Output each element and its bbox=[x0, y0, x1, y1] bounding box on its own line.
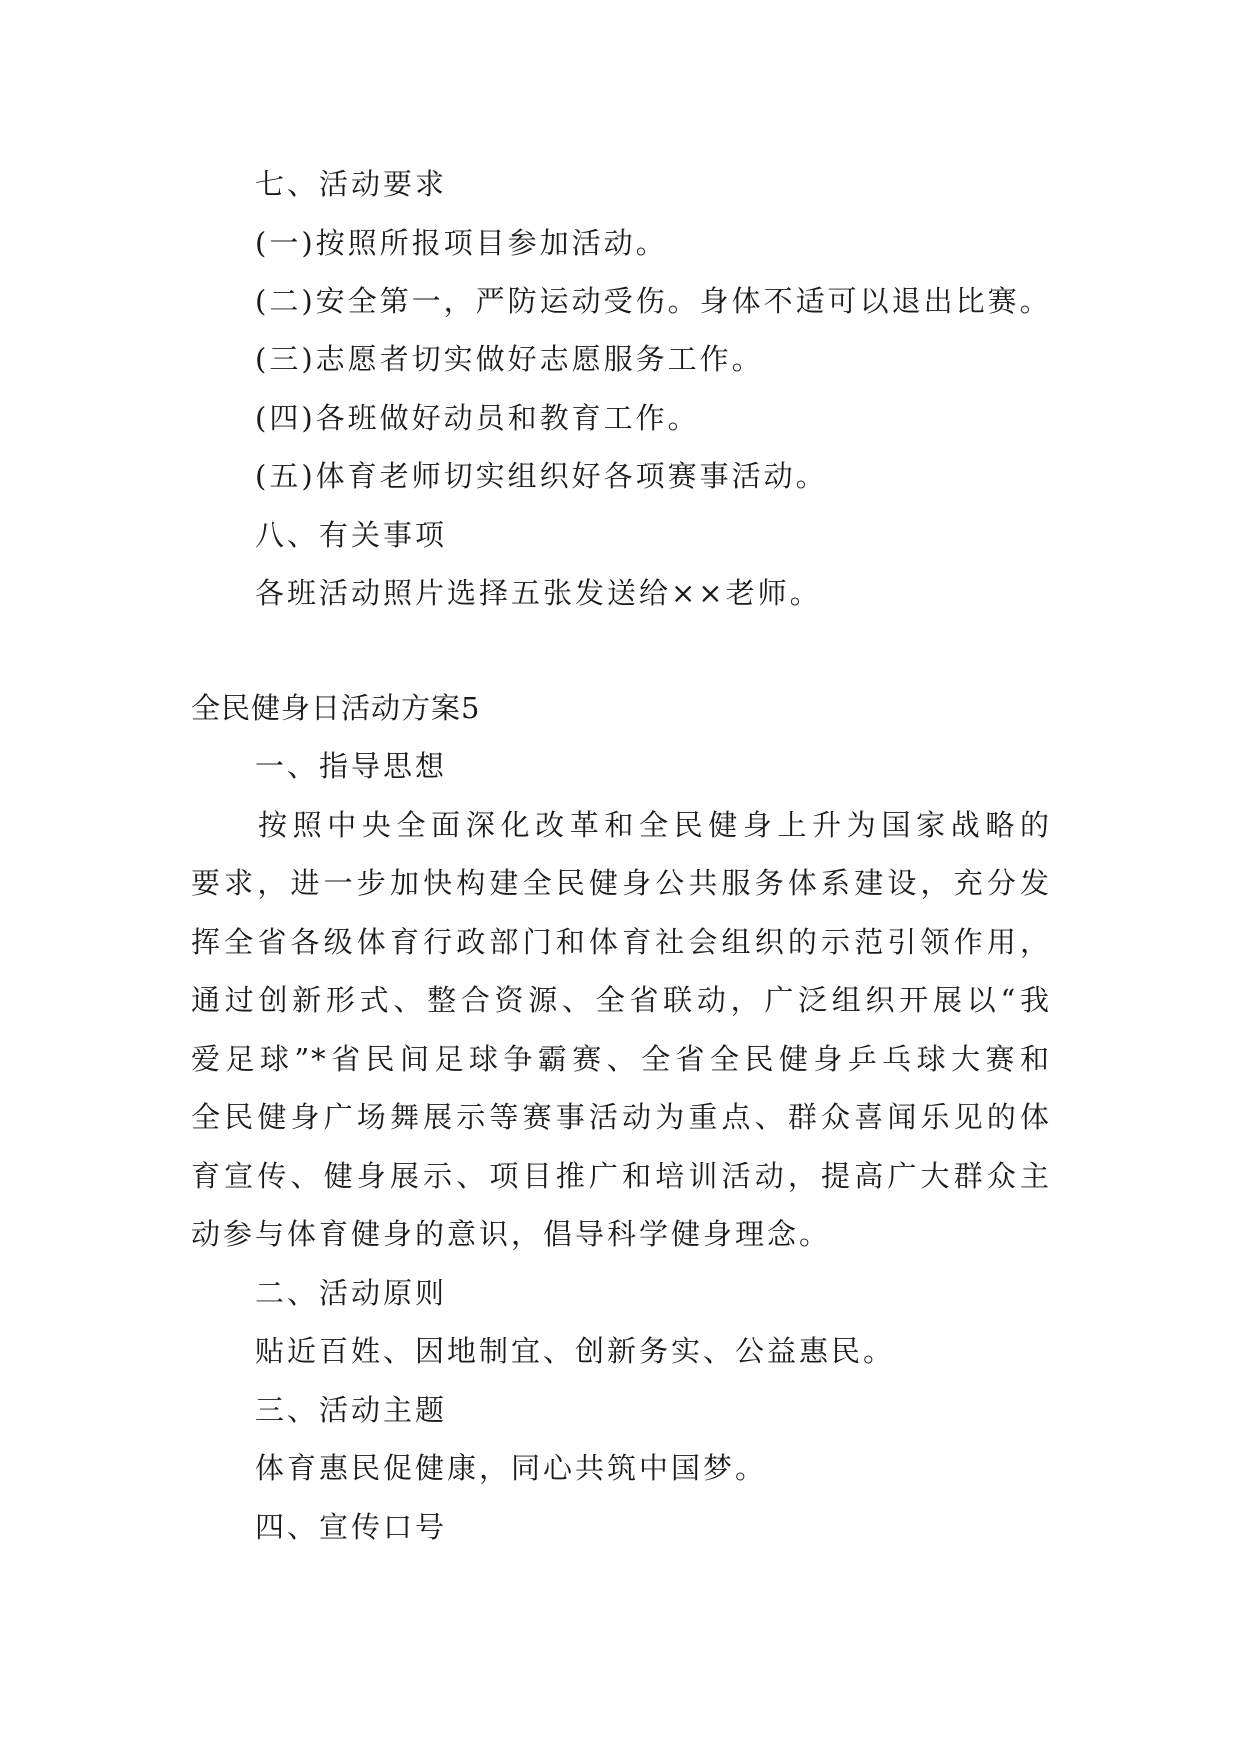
plan-section-1-line-1: 按照中央全面深化改革和全民健身上升为国家战略的 bbox=[258, 808, 1051, 842]
plan-section-1-heading: 一、指导思想 bbox=[255, 749, 448, 783]
plan-section-3-heading: 三、活动主题 bbox=[255, 1393, 448, 1427]
plan-section-2-text: 贴近百姓、因地制宜、创新务实、公益惠民。 bbox=[255, 1334, 896, 1368]
plan-section-1-line-7: 育宣传、健身展示、项目推广和培训活动，提高广大群众主 bbox=[191, 1159, 1051, 1193]
plan-section-1-line-6: 全民健身广场舞展示等赛事活动为重点、群众喜闻乐见的体 bbox=[191, 1100, 1051, 1134]
plan-section-1-line-5: 爱足球”*省民间足球争霸赛、全省全民健身乒乓球大赛和 bbox=[191, 1042, 1051, 1076]
plan-section-4-heading: 四、宣传口号 bbox=[255, 1510, 448, 1544]
section-8-heading: 八、有关事项 bbox=[255, 518, 448, 552]
section-7-item-4: (四)各班做好动员和教育工作。 bbox=[255, 401, 700, 435]
section-8-text: 各班活动照片选择五张发送给××老师。 bbox=[255, 576, 822, 610]
section-7-item-5: (五)体育老师切实组织好各项赛事活动。 bbox=[255, 459, 828, 493]
plan-section-3-text: 体育惠民促健康，同心共筑中国梦。 bbox=[255, 1451, 768, 1485]
section-7-item-1: (一)按照所报项目参加活动。 bbox=[255, 226, 668, 260]
plan-section-1-line-3: 挥全省各级体育行政部门和体育社会组织的示范引领作用， bbox=[191, 925, 1051, 959]
plan-section-1-line-8: 动参与体育健身的意识，倡导科学健身理念。 bbox=[191, 1217, 832, 1251]
section-7-heading: 七、活动要求 bbox=[255, 167, 448, 201]
plan-section-1-line-4: 通过创新形式、整合资源、全省联动，广泛组织开展以“我 bbox=[191, 983, 1051, 1017]
plan-section-2-heading: 二、活动原则 bbox=[255, 1276, 448, 1310]
section-7-item-3: (三)志愿者切实做好志愿服务工作。 bbox=[255, 342, 764, 376]
plan-title: 全民健身日活动方案5 bbox=[191, 691, 481, 725]
section-7-item-2: (二)安全第一，严防运动受伤。身体不适可以退出比赛。 bbox=[255, 284, 1052, 318]
plan-section-1-line-2: 要求，进一步加快构建全民健身公共服务体系建设，充分发 bbox=[191, 866, 1051, 900]
